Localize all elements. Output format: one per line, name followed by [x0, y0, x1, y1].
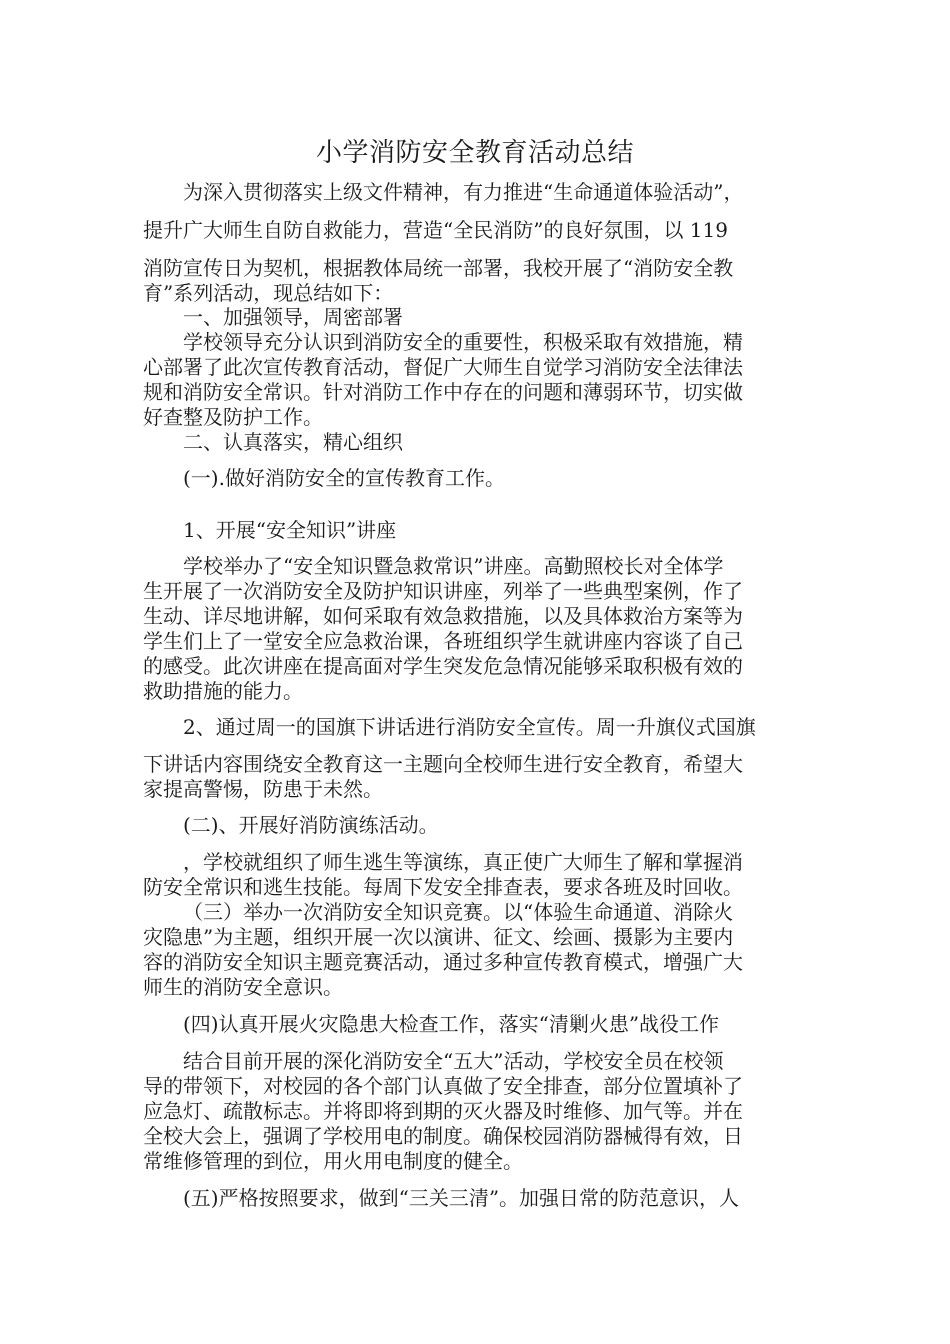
text-line: 好查整及防护工作。	[143, 405, 323, 429]
text-line: 生开展了一次消防安全及防护知识讲座，列举了一些典型案例，作了	[143, 579, 743, 603]
text-line: 应急灯、疏散标志。并将即将到期的灭火器及时维修、加气等。并在	[143, 1099, 743, 1123]
text-line: 消防宣传日为契机，根据教体局统一部署，我校开展了“消防安全教	[143, 256, 734, 280]
text-line: 结合目前开展的深化消防安全“五大”活动，学校安全员在校领	[183, 1049, 724, 1073]
text-line: 提升广大师生自防自救能力，营造“全民消防”的良好氛围，以 119	[143, 218, 728, 242]
text-line: 生动、详尽地讲解，如何采取有效急救措施，以及具体救治方案等为	[143, 604, 743, 628]
text-line: 的感受。此次讲座在提高面对学生突发危急情况能够采取积极有效的	[143, 654, 743, 678]
text-line: 全校大会上，强调了学校用电的制度。确保校园消防器械得有效，日	[143, 1124, 743, 1148]
subsection-heading: 1、开展“安全知识”讲座	[183, 518, 397, 542]
text-line: 救助措施的能力。	[143, 679, 303, 703]
text-line: 师生的消防安全意识。	[143, 975, 343, 999]
text-line: ，学校就组织了师生逃生等演练，真正使广大师生了解和掌握消	[183, 850, 743, 874]
text-line: 学校举办了“安全知识暨急救常识”讲座。高勤照校长对全体学	[183, 554, 724, 578]
text-line: 学生们上了一堂安全应急救治课，各班组织学生就讲座内容谈了自己	[143, 629, 743, 653]
subsection-heading: (二)、开展好消防演练活动。	[183, 813, 439, 837]
text-line: 常维修管理的到位，用火用电制度的健全。	[143, 1149, 523, 1173]
text-line: 灾隐患”为主题，组织开展一次以演讲、征文、绘画、摄影为主要内	[143, 925, 734, 949]
text-line: 学校领导充分认识到消防安全的重要性，积极采取有效措施，精	[183, 330, 743, 354]
text-line: 规和消防安全常识。针对消防工作中存在的问题和薄弱环节，切实做	[143, 380, 743, 404]
text-line: 防安全常识和逃生技能。每周下发安全排查表，要求各班及时回收。	[143, 875, 743, 899]
section-heading: 二、认真落实，精心组织	[183, 430, 403, 454]
text-line: 导的带领下，对校园的各个部门认真做了安全排查，部分位置填补了	[143, 1074, 743, 1098]
text-line: 为深入贯彻落实上级文件精神，有力推进“生命通道体验活动”，	[183, 180, 744, 204]
text-line: 育”系列活动，现总结如下：	[143, 281, 394, 305]
text-line: 容的消防安全知识主题竞赛活动，通过多种宣传教育模式，增强广大	[143, 950, 743, 974]
text-line: （三）举办一次消防安全知识竞赛。以“体验生命通道、消除火	[183, 900, 734, 924]
document-title: 小学消防安全教育活动总结	[315, 138, 634, 168]
section-heading: 一、加强领导，周密部署	[183, 305, 403, 329]
text-line: 下讲话内容围绕安全教育这一主题向全校师生进行安全教育，希望大	[143, 752, 743, 776]
subsection-heading: (四)认真开展火灾隐患大检查工作，落实“清剿火患”战役工作	[183, 1012, 720, 1036]
subsection-heading: (五)严格按照要求，做到“三关三清”。加强日常的防范意识，人	[183, 1186, 740, 1210]
text-line: 2、通过周一的国旗下讲话进行消防安全宣传。周一升旗仪式国旗	[183, 715, 756, 739]
text-line: 心部署了此次宣传教育活动，督促广大师生自觉学习消防安全法律法	[143, 355, 743, 379]
subsection-heading: (一).做好消防安全的宣传教育工作。	[183, 466, 505, 490]
text-line: 家提高警惕，防患于未然。	[143, 777, 383, 801]
